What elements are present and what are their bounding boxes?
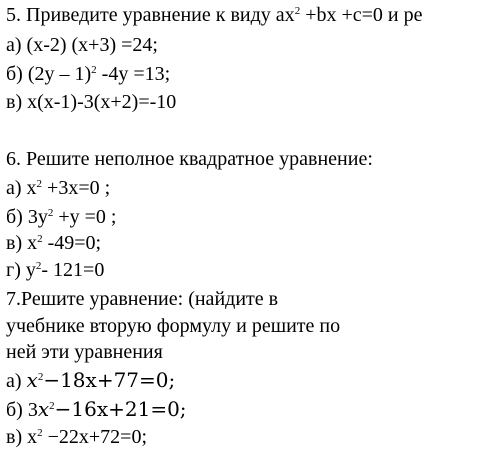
task-7-item-a: а) $x^2-18x+77=0$; <box>6 368 176 392</box>
task-6-item-a: а) $х^2 +3х=0$ ; <box>6 177 111 199</box>
task-7-heading-line-2: учебнике вторую формулу и решите по <box>6 315 341 337</box>
task-6-item-c: в) $х^2$ -49=0; <box>6 232 102 254</box>
task-7-item-b: б) $3x^2-16x+21=0$; <box>6 397 187 421</box>
task-7-heading-line-3: ней эти уравнения <box>6 341 163 363</box>
task-6-heading: 6. Решите неполное квадратное уравнение: <box>6 148 373 170</box>
task-5-heading: 5. Приведите уравнение к виду $ax^2 +bx +c=0$ и ре <box>6 4 423 26</box>
task-5-item-b: б) (2у – 1)$^2$ -4у =13; <box>6 63 171 85</box>
task-7-heading-line-1: 7.Решите уравнение: (найдите в <box>6 288 279 310</box>
task-5-item-a: а) (х-2) (х+3) =24; <box>6 34 158 56</box>
task-6-item-b: б) $3у^2 +у =0$ ; <box>6 206 117 228</box>
task-5-item-c: в) х(х-1)-3(х+2)=-10 <box>6 91 177 113</box>
task-6-item-d: г) $у^2-$ 121=0 <box>6 259 105 281</box>
task-7-item-c: в) $х^2 -22х+72=0$; <box>6 426 148 448</box>
